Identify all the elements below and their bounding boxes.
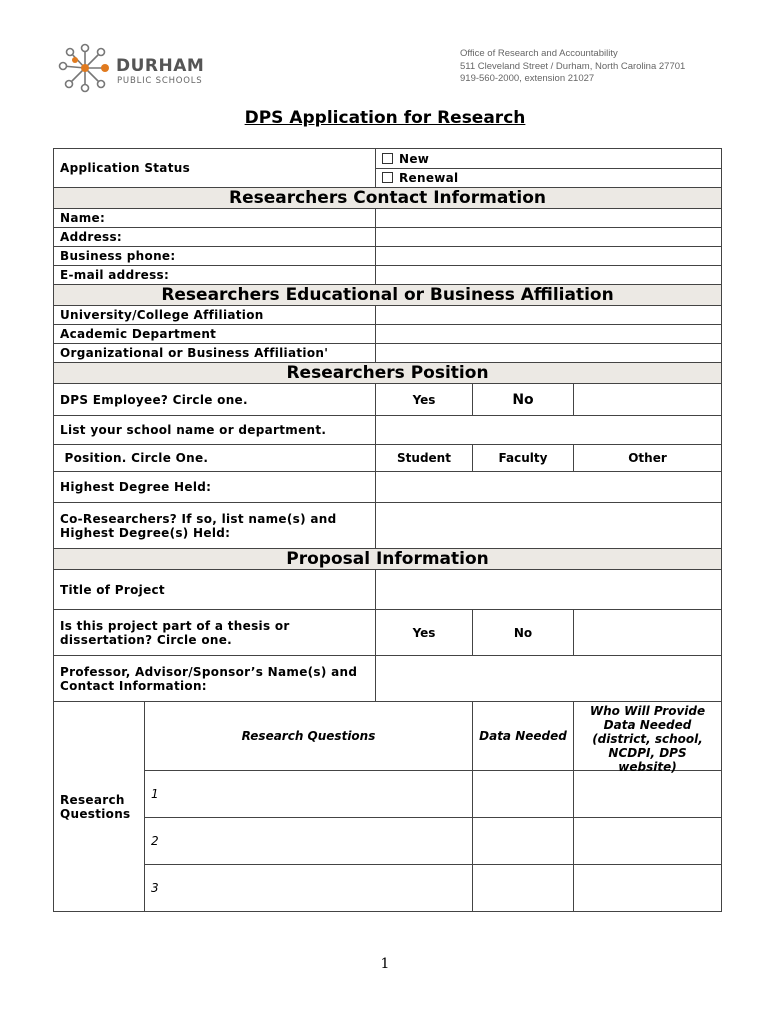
thesis-blank-cell[interactable] xyxy=(574,610,722,656)
organization-label: Organizational or Business Affiliation' xyxy=(54,344,376,363)
position-other-option[interactable]: Other xyxy=(574,445,722,472)
address-field[interactable] xyxy=(376,228,722,247)
dps-employee-label: DPS Employee? Circle one. xyxy=(54,384,376,416)
section-position-heading: Researchers Position xyxy=(54,363,722,384)
research-question-row-1[interactable]: 1 xyxy=(145,771,473,818)
office-line: 511 Cleveland Street / Durham, North Carolina 27701 xyxy=(460,60,686,72)
office-line: Office of Research and Accountability xyxy=(460,48,618,59)
data-needed-row-3[interactable] xyxy=(473,865,574,912)
organization-field[interactable] xyxy=(376,344,722,363)
application-form xyxy=(53,148,722,912)
page-number: 1 xyxy=(380,956,390,972)
employee-no-option[interactable]: No xyxy=(473,384,574,416)
email-label: E-mail address: xyxy=(54,266,376,285)
school-name-label: List your school name or department. xyxy=(54,416,376,445)
checkbox-icon[interactable] xyxy=(382,153,393,164)
office-line: 919-560-2000, extension 21027 xyxy=(460,73,595,84)
logo-name: DURHAM xyxy=(116,56,205,76)
thesis-yes-option[interactable]: Yes xyxy=(376,610,473,656)
employee-blank-cell[interactable] xyxy=(574,384,722,416)
section-affiliation-heading: Researchers Educational or Business Affiliation xyxy=(54,285,722,306)
checkbox-icon[interactable] xyxy=(382,172,393,183)
name-field[interactable] xyxy=(376,209,722,228)
who-provides-row-2[interactable] xyxy=(574,818,722,865)
highest-degree-field[interactable] xyxy=(376,472,722,503)
email-field[interactable] xyxy=(376,266,722,285)
office-address xyxy=(460,48,685,86)
highest-degree-label: Highest Degree Held: xyxy=(54,472,376,503)
research-questions-column-header: Research Questions xyxy=(145,702,473,771)
who-provides-column-header xyxy=(574,702,722,774)
university-field[interactable] xyxy=(376,306,722,325)
status-option-renewal[interactable] xyxy=(376,169,722,188)
position-faculty-option[interactable]: Faculty xyxy=(473,445,574,472)
position-student-option[interactable]: Student xyxy=(376,445,473,472)
business-phone-label: Business phone: xyxy=(54,247,376,266)
employee-yes-option[interactable]: Yes xyxy=(376,384,473,416)
section-contact-heading: Researchers Contact Information xyxy=(54,188,722,209)
research-question-row-2[interactable]: 2 xyxy=(145,818,473,865)
status-option-label: Renewal xyxy=(399,171,459,185)
co-researchers-field[interactable] xyxy=(376,503,722,549)
address-label: Address: xyxy=(54,228,376,247)
project-title-label: Title of Project xyxy=(54,570,376,610)
position-label: Position. Circle One. xyxy=(54,445,376,472)
school-name-field[interactable] xyxy=(376,416,722,445)
thesis-no-option[interactable]: No xyxy=(473,610,574,656)
business-phone-field[interactable] xyxy=(376,247,722,266)
data-needed-row-2[interactable] xyxy=(473,818,574,865)
who-provides-header-text: Who Will Provide Data Needed (district, school, NCDPI, DPS website) xyxy=(589,704,706,774)
advisor-field[interactable] xyxy=(376,656,722,702)
application-status-label: Application Status xyxy=(54,149,376,188)
section-proposal-heading: Proposal Information xyxy=(54,549,722,570)
department-field[interactable] xyxy=(376,325,722,344)
page-title: DPS Application for Research xyxy=(244,108,526,128)
who-provides-row-3[interactable] xyxy=(574,865,722,912)
department-label: Academic Department xyxy=(54,325,376,344)
status-option-new[interactable] xyxy=(376,149,722,169)
research-questions-side-label: Research Questions xyxy=(54,702,145,912)
thesis-label: Is this project part of a thesis or dissertation? Circle one. xyxy=(54,610,376,656)
data-needed-row-1[interactable] xyxy=(473,771,574,818)
project-title-field[interactable] xyxy=(376,570,722,610)
co-researchers-label: Co-Researchers? If so, list name(s) and Highest Degree(s) Held: xyxy=(54,503,376,549)
name-label: Name: xyxy=(54,209,376,228)
data-needed-column-header: Data Needed xyxy=(473,702,574,771)
logo-subtitle: PUBLIC SCHOOLS xyxy=(117,76,203,86)
status-option-label: New xyxy=(399,151,430,166)
advisor-label: Professor, Advisor/Sponsor’s Name(s) and Contact Information: xyxy=(54,656,376,702)
research-question-row-3[interactable]: 3 xyxy=(145,865,473,912)
who-provides-row-1[interactable] xyxy=(574,771,722,818)
university-label: University/College Affiliation xyxy=(54,306,376,325)
